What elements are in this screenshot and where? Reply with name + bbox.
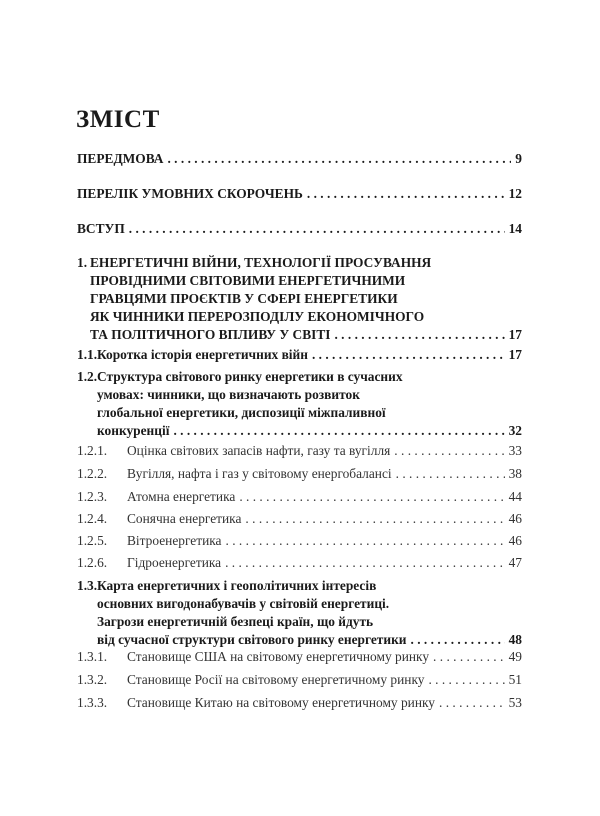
- toc-entry: [77, 648, 522, 666]
- toc-entry: [77, 254, 522, 344]
- toc-entry-number: 1.2.2.: [77, 466, 108, 481]
- toc-entry: [77, 368, 522, 440]
- toc-entry-title: Вугілля, нафта і газ у світовому енергобалансі: [127, 466, 392, 481]
- toc-entry: [77, 150, 522, 168]
- toc-entry-title: Оцінка світових запасів нафти, газу та вугілля: [127, 443, 391, 458]
- toc-page-number: 17: [508, 347, 522, 362]
- toc-entry: [77, 532, 522, 550]
- page-title: ЗМІСТ: [76, 106, 160, 133]
- toc-page-number: 44: [508, 489, 522, 504]
- dot-leader: [428, 671, 504, 689]
- toc-entry: [77, 465, 522, 483]
- toc-page-number: 38: [508, 466, 522, 481]
- dot-leader: [226, 532, 505, 550]
- toc-entry-number: 1.3.1.: [77, 649, 108, 664]
- toc-entry: [77, 220, 522, 238]
- toc-entry-title: Коротка історія енергетичних війн: [97, 347, 308, 362]
- dot-leader: [433, 648, 505, 666]
- toc-entry: [77, 671, 522, 689]
- toc-entry-number: 1.2.4.: [77, 511, 108, 526]
- toc-entry-number: 1.2.: [77, 369, 98, 384]
- dot-leader: [167, 150, 511, 168]
- toc-entry-number: 1.2.5.: [77, 533, 108, 548]
- toc-entry: [77, 488, 522, 506]
- toc-entry-title: конкуренції: [97, 423, 170, 438]
- toc-entry: [77, 442, 522, 460]
- dot-leader: [173, 422, 504, 440]
- toc-entry-number: 1.3.: [77, 578, 98, 593]
- toc-entry-title: ЕНЕРГЕТИЧНІ ВІЙНИ, ТЕХНОЛОГІЇ ПРОСУВАННЯ: [90, 255, 432, 270]
- toc-page-number: 32: [508, 423, 522, 438]
- dot-leader: [394, 442, 504, 460]
- toc-entry-title: Структура світового ринку енергетики в сучасних: [97, 369, 403, 384]
- toc-entry-number: 1.1.: [77, 347, 98, 362]
- dot-leader: [307, 185, 505, 203]
- toc-entry-title: Карта енергетичних і геополітичних інтересів: [97, 578, 377, 593]
- toc-entry: [77, 185, 522, 203]
- toc-entry-title: від сучасної структури світового ринку енергетики: [97, 632, 407, 647]
- toc-entry-title: Атомна енергетика: [127, 489, 236, 504]
- toc-entry-title: Сонячна енергетика: [127, 511, 242, 526]
- dot-leader: [334, 326, 504, 344]
- toc-entry: [77, 694, 522, 712]
- toc-entry-title: Становище Китаю на світовому енергетичному ринку: [127, 695, 435, 710]
- toc-page-number: 46: [508, 533, 522, 548]
- toc-entry-number: 1.2.1.: [77, 443, 108, 458]
- toc-entry-number: 1.2.6.: [77, 555, 108, 570]
- dot-leader: [245, 510, 504, 528]
- toc-entry-title: глобальної енергетики, диспозиції міжпаливної: [97, 405, 386, 420]
- toc-entry-title: Становище США на світовому енергетичному ринку: [127, 649, 430, 664]
- toc-entry-number: 1.3.2.: [77, 672, 108, 687]
- toc-page-number: 14: [508, 221, 522, 236]
- toc-entry: [77, 554, 522, 572]
- toc-entry-title: Становище Росії на світовому енергетичному ринку: [127, 672, 425, 687]
- dot-leader: [396, 465, 505, 483]
- toc-page-number: 46: [508, 511, 522, 526]
- toc-entry-number: 1.: [77, 255, 88, 270]
- toc-page-number: 49: [508, 649, 522, 664]
- toc-entry-title: ЯК ЧИННИКИ ПЕРЕРОЗПОДІЛУ ЕКОНОМІЧНОГО: [90, 309, 425, 324]
- toc-entry-title: ПРОВІДНИМИ СВІТОВИМИ ЕНЕРГЕТИЧНИМИ: [90, 273, 406, 288]
- toc-entry-number: 1.2.3.: [77, 489, 108, 504]
- toc-entry-title: ГРАВЦЯМИ ПРОЄКТІВ У СФЕРІ ЕНЕРГЕТИКИ: [90, 291, 398, 306]
- toc-page-number: 9: [515, 151, 522, 166]
- dot-leader: [225, 554, 505, 572]
- toc-page-number: 51: [508, 672, 522, 687]
- toc-entry-title: ВСТУП: [77, 221, 125, 236]
- dot-leader: [439, 694, 505, 712]
- toc-page-number: 17: [508, 327, 522, 342]
- toc-entry: [77, 510, 522, 528]
- toc-entry-title: ТА ПОЛІТИЧНОГО ВПЛИВУ У СВІТІ: [90, 327, 331, 342]
- toc-page-number: 53: [508, 695, 522, 710]
- toc-entry-number: 1.3.3.: [77, 695, 108, 710]
- toc-entry-title: ПЕРЕЛІК УМОВНИХ СКОРОЧЕНЬ: [77, 186, 303, 201]
- toc-page-number: 33: [508, 443, 522, 458]
- toc-page-number: 47: [508, 555, 522, 570]
- dot-leader: [129, 220, 505, 238]
- toc-entry-title: умовах: чинники, що визначають розвиток: [97, 387, 360, 402]
- toc-entry: [77, 346, 522, 364]
- dot-leader: [239, 488, 504, 506]
- dot-leader: [411, 631, 505, 649]
- toc-entry-title: Вітроенергетика: [127, 533, 222, 548]
- toc-entry-title: основних вигодонабувачів у світовій енергетиці.: [97, 596, 390, 611]
- toc-page-number: 12: [508, 186, 522, 201]
- toc-entry-title: Гідроенергетика: [127, 555, 222, 570]
- toc-page-number: 48: [508, 632, 522, 647]
- toc-entry-title: Загрози енергетичній безпеці країн, що йдуть: [97, 614, 374, 629]
- toc-entry: [77, 577, 522, 649]
- toc-entry-title: ПЕРЕДМОВА: [77, 151, 164, 166]
- dot-leader: [312, 346, 505, 364]
